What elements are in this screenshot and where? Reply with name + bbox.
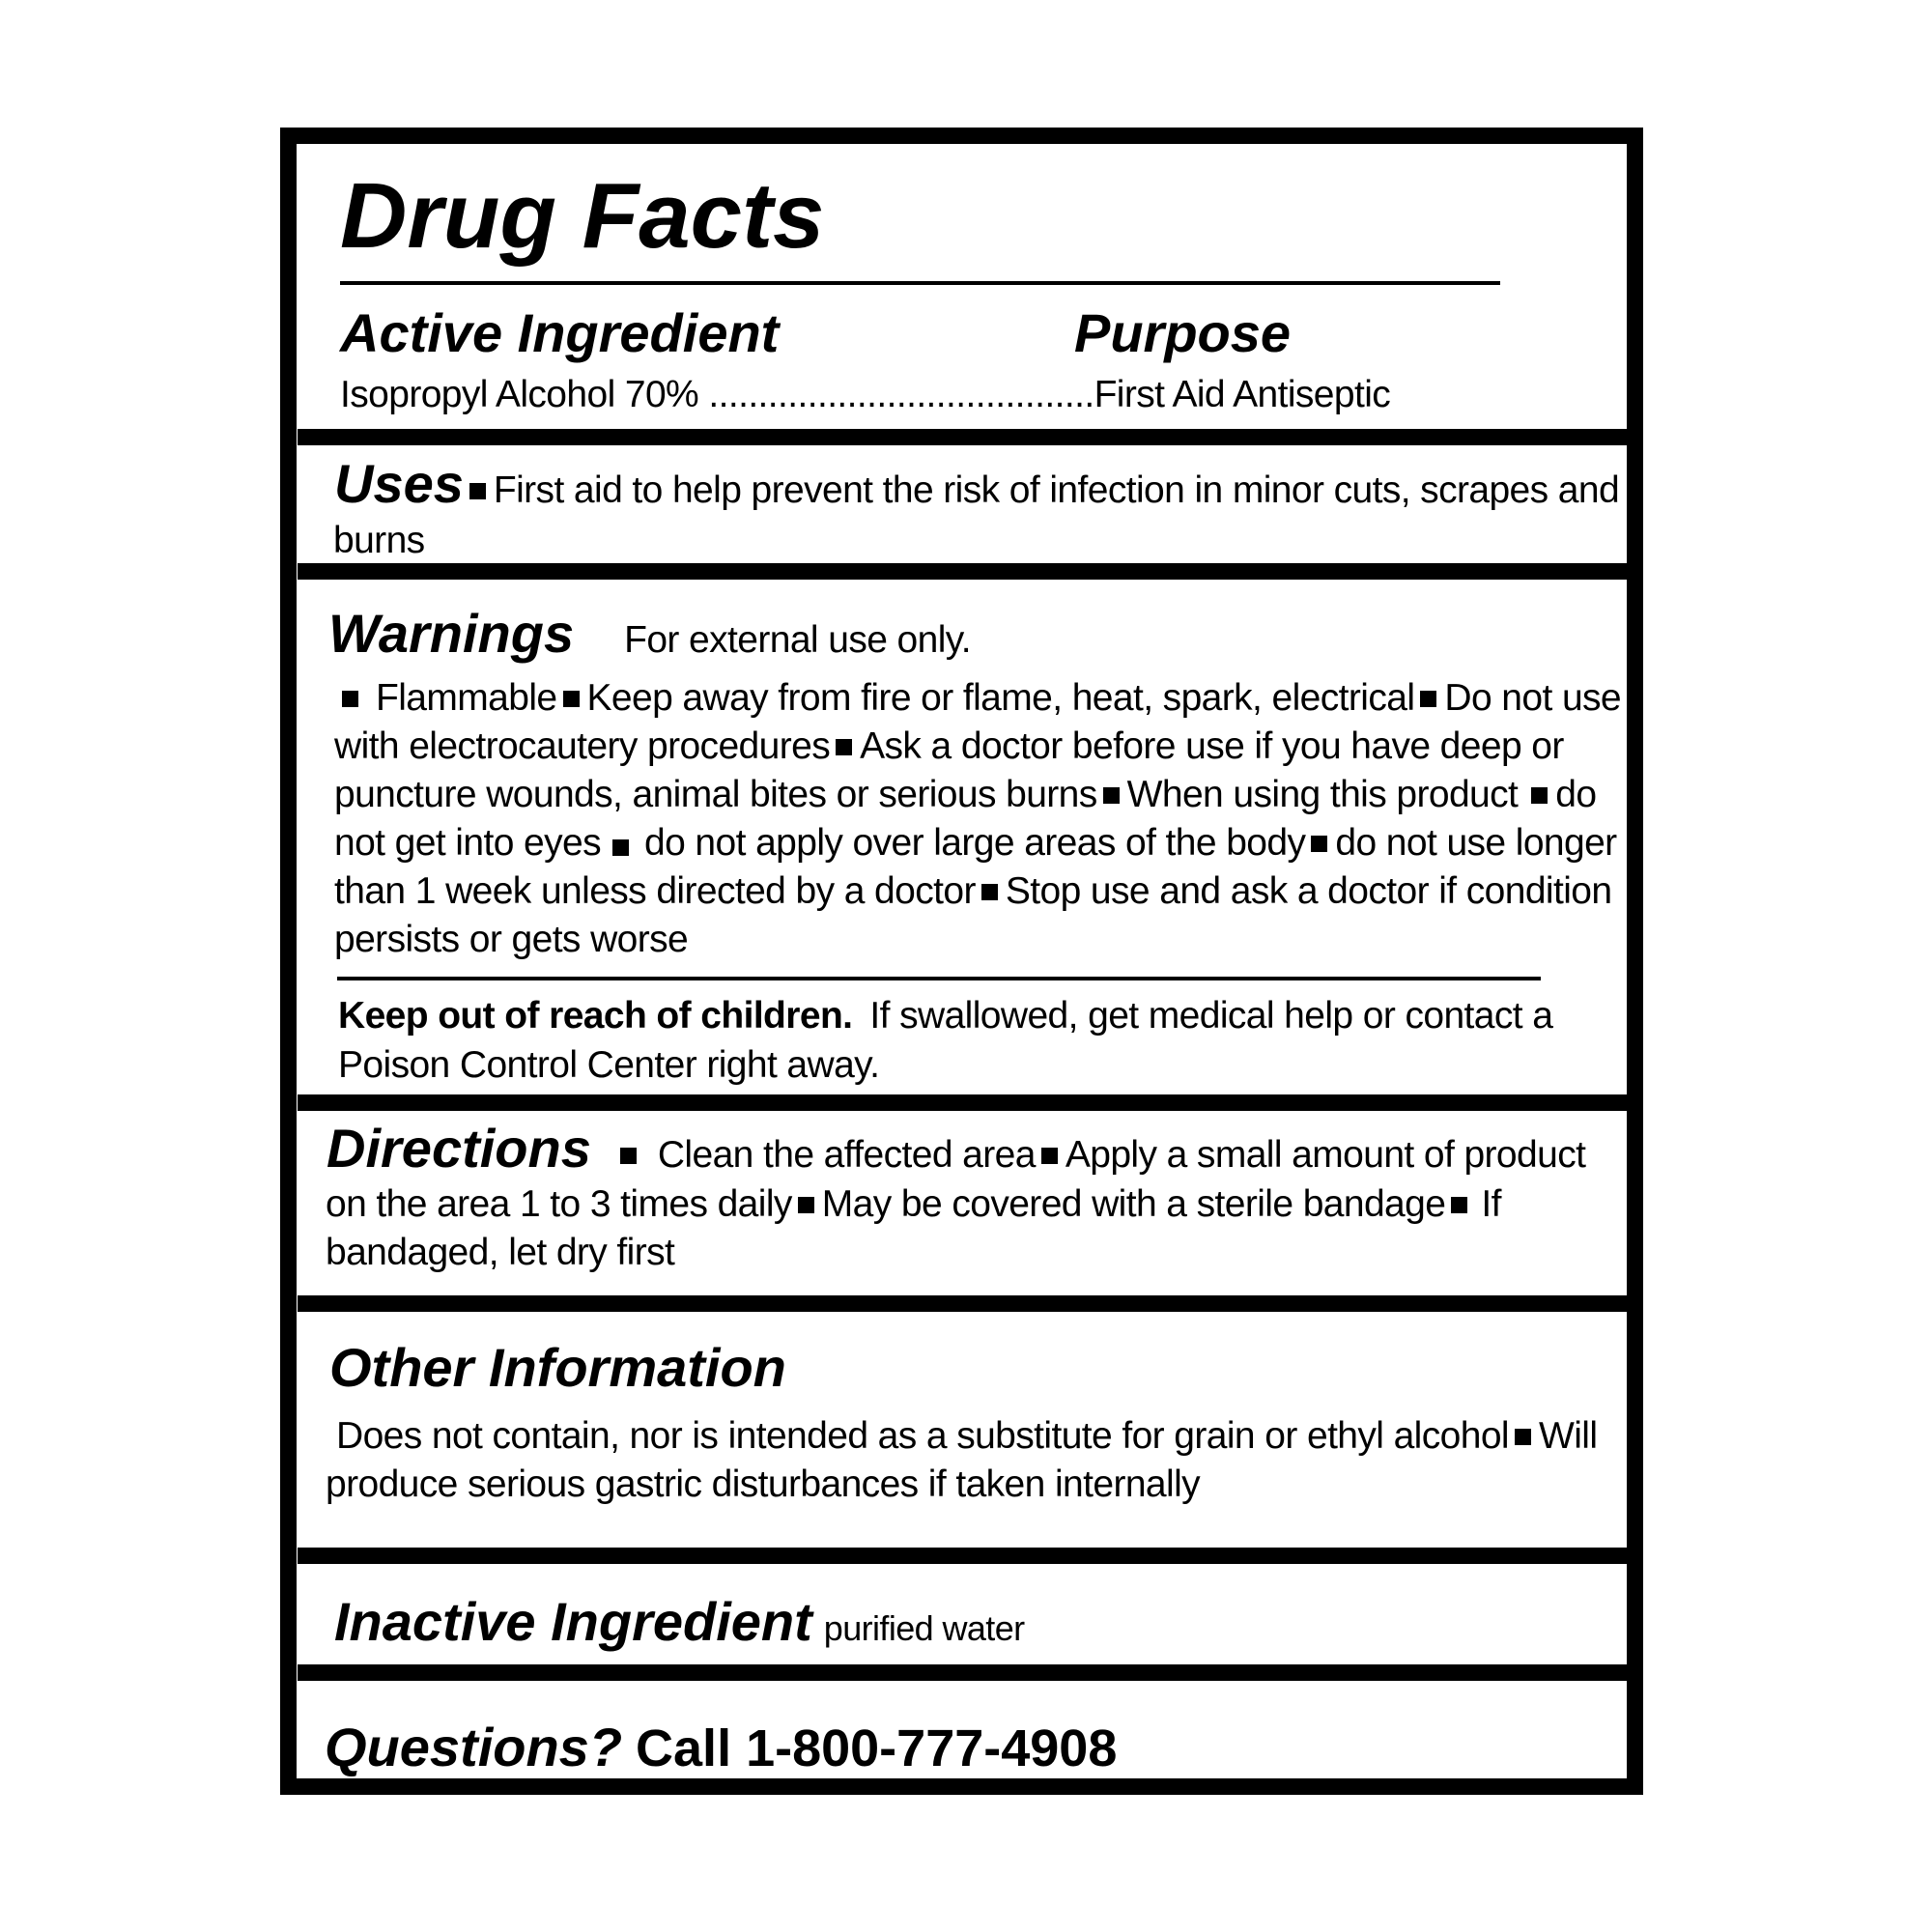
section-divider-active-uses	[298, 429, 1627, 445]
title-rule	[340, 281, 1500, 285]
bullet-icon	[469, 483, 486, 499]
uses-line-2: burns	[333, 520, 425, 561]
dot-leader: .......................................	[698, 374, 1094, 415]
warnings-line-1: Flammable Keep away from fire or flame, heat, spark, electrical Do not use	[338, 679, 1621, 717]
warnings-rule	[337, 977, 1541, 980]
bullet-icon	[1041, 1148, 1058, 1164]
inactive-ingredient-value: purified water	[823, 1608, 1025, 1648]
warnings-intro: For external use only.	[624, 619, 972, 661]
bullet-icon	[620, 1148, 637, 1164]
questions-heading: Questions?	[325, 1717, 623, 1777]
section-divider-directions-other	[298, 1295, 1627, 1312]
bullet-icon	[981, 884, 998, 900]
keep-out-heading: Keep out of reach of children.	[338, 995, 853, 1037]
uses-line-1	[334, 453, 1620, 514]
inactive-ingredient-row	[334, 1591, 1025, 1652]
bullet-icon	[1515, 1429, 1531, 1445]
page-title: Drug Facts	[340, 164, 825, 268]
bullet-icon	[1531, 787, 1548, 804]
warnings-heading: Warnings	[328, 603, 575, 664]
warnings-line-3: puncture wounds, animal bites or serious burns When using this product do	[334, 774, 1597, 815]
section-divider-uses-warnings	[298, 563, 1627, 580]
bullet-icon	[798, 1197, 814, 1213]
section-divider-other-inactive	[298, 1548, 1627, 1564]
warnings-line-4: not get into eyes do not apply over large areas of the body do not use longer	[334, 822, 1617, 864]
purpose-heading: Purpose	[1074, 302, 1292, 363]
other-information-line-1: Does not contain, nor is intended as a substitute for grain or ethyl alcohol Will	[336, 1415, 1598, 1457]
warnings-line-2: with electrocautery procedures Ask a doctor before use if you have deep or	[334, 725, 1564, 767]
warnings-line-6: persists or gets worse	[334, 919, 689, 960]
bullet-icon	[1420, 691, 1436, 707]
section-divider-inactive-questions	[298, 1664, 1627, 1681]
bullet-icon	[1451, 1197, 1467, 1213]
keep-out-line-1: Keep out of reach of children. If swallowed, get medical help or contact a	[338, 995, 1553, 1037]
questions-row	[325, 1717, 1118, 1777]
warnings-line-5: than 1 week unless directed by a doctor Stop use and ask a doctor if condition	[334, 870, 1612, 912]
directions-heading: Directions	[327, 1118, 591, 1179]
directions-line-2: on the area 1 to 3 times daily May be covered with a sterile bandage If	[326, 1183, 1501, 1225]
active-ingredient-name: Isopropyl Alcohol 70%	[340, 374, 699, 415]
active-ingredient-heading: Active Ingredient	[340, 302, 780, 363]
directions-line-1: Directions Clean the affected area Apply a small amount of product	[327, 1118, 1586, 1179]
inactive-ingredient-heading: Inactive Ingredient	[334, 1591, 812, 1652]
uses-text-1: First aid to help prevent the risk of infection in minor cuts, scrapes and	[493, 469, 1620, 511]
bullet-icon	[836, 739, 852, 755]
section-divider-warnings-directions	[298, 1094, 1627, 1111]
other-information-line-2: produce serious gastric disturbances if taken internally	[326, 1463, 1201, 1505]
keep-out-line-2: Poison Control Center right away.	[338, 1044, 880, 1086]
bullet-icon	[563, 691, 580, 707]
questions-phone: Call 1-800-777-4908	[636, 1719, 1118, 1777]
bullet-icon	[612, 839, 629, 856]
directions-line-3: bandaged, let dry first	[326, 1232, 675, 1273]
bullet-icon	[1311, 836, 1327, 852]
active-ingredient-purpose: First Aid Antiseptic	[1094, 374, 1391, 415]
bullet-icon	[342, 691, 358, 707]
bullet-icon	[1103, 787, 1120, 804]
active-ingredient-row	[340, 376, 1390, 413]
warnings-heading-row	[328, 603, 972, 664]
other-information-heading: Other Information	[329, 1337, 786, 1398]
uses-heading: Uses	[334, 453, 464, 514]
